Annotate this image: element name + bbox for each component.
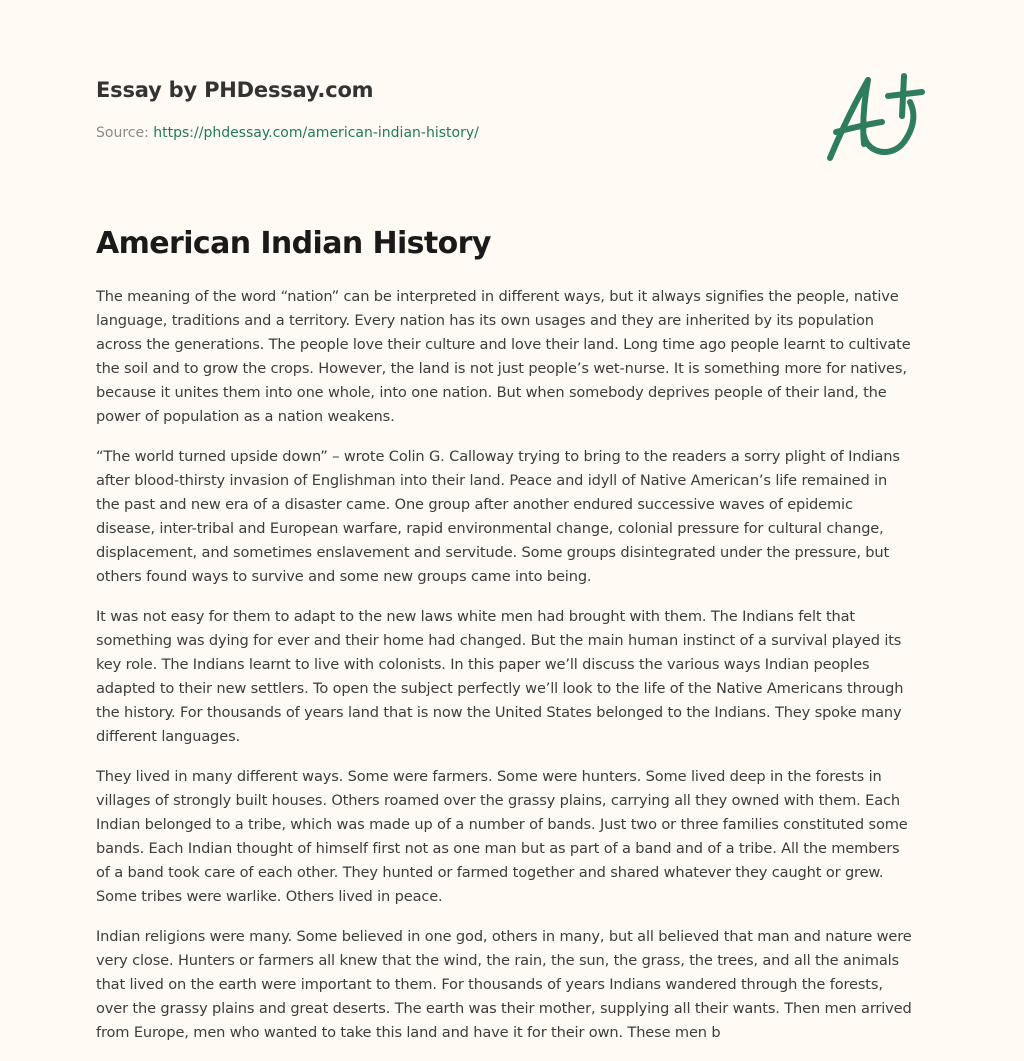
text-line: the soil and to grow the crops. However, the land is not just people’s wet-nurse. It is something more for natives, — [96, 360, 907, 377]
text-line: across the generations. The people love their culture and love their land. Long time ago people learnt to cultivate — [96, 336, 911, 353]
page-header — [96, 74, 928, 141]
text-line: others found ways to survive and some new groups came into being. — [96, 568, 592, 585]
text-line: language, traditions and a territory. Every nation has its own usages and they are inherited by its population — [96, 312, 874, 329]
article-title: American Indian History — [96, 226, 491, 261]
text-line: that lived on the earth were important to them. For thousands of years Indians wandered through the forests, — [96, 976, 883, 993]
text-line: Some tribes were warlike. Others lived in peace. — [96, 888, 443, 905]
text-line: of a band took care of each other. They hunted or farmed together and shared whatever they caught or grew. — [96, 864, 884, 881]
text-line: very close. Hunters or farmers all knew that the wind, the rain, the sun, the grass, the trees, and all the animals — [96, 952, 899, 969]
text-line: “The world turned upside down” – wrote Colin G. Calloway trying to bring to the readers a sorry plight of Indians — [96, 448, 900, 465]
source-line — [96, 124, 479, 142]
text-line: adapted to their new settlers. To open the subject perfectly we’ll look to the life of the Native Americans through — [96, 680, 904, 697]
paragraph-4 — [96, 765, 976, 909]
text-line: Indian belonged to a tribe, which was made up of a number of bands. Just two or three families constituted some — [96, 816, 908, 833]
text-line: because it unites them into one whole, into one nation. But when somebody deprives people of their land, the — [96, 384, 887, 401]
text-line: different languages. — [96, 728, 241, 745]
text-line: Indian religions were many. Some believed in one god, others in many, but all believed that man and nature were — [96, 928, 912, 945]
article-body — [96, 285, 976, 1061]
text-line: They lived in many different ways. Some were farmers. Some were hunters. Some lived deep in the forests in — [96, 768, 882, 785]
paragraph-5 — [96, 925, 976, 1045]
paragraph-3 — [96, 605, 976, 749]
text-line: key role. The Indians learnt to live with colonists. In this paper we’ll discuss the various ways Indian peoples — [96, 656, 870, 673]
text-line: bands. Each Indian thought of himself first not as one man but as part of a band and of a tribe. All the members — [96, 840, 900, 857]
text-line: the history. For thousands of years land that is now the United States belonged to the Indians. They spoke many — [96, 704, 902, 721]
text-line: villages of strongly built houses. Others roamed over the grassy plains, carrying all they owned with them. Each — [96, 792, 900, 809]
site-title: Essay by PHDessay.com — [96, 78, 374, 102]
paragraph-2 — [96, 445, 976, 589]
text-line: power of population as a nation weakens. — [96, 408, 395, 425]
source-label: Source: — [96, 125, 149, 141]
text-line: the past and new era of a disaster came. One group after another endured successive waves of epidemic — [96, 496, 853, 513]
text-line: over the grassy plains and great deserts. The earth was their mother, supplying all their wants. Then men arrived — [96, 1000, 912, 1017]
text-line: It was not easy for them to adapt to the new laws white men had brought with them. The Indians felt that — [96, 608, 856, 625]
text-line: The meaning of the word “nation” can be interpreted in different ways, but it always signifies the people, native — [96, 288, 899, 305]
text-line: after blood-thirsty invasion of Englishman into their land. Peace and idyll of Native American’s life remained in — [96, 472, 888, 489]
source-link[interactable]: https://phdessay.com/american-indian-history/ — [153, 125, 479, 141]
text-line: displacement, and sometimes enslavement and servitude. Some groups disintegrated under the pressure, but — [96, 544, 890, 561]
paragraph-1 — [96, 285, 976, 429]
text-line: disease, inter-tribal and European warfare, rapid environmental change, colonial pressure for cultural change, — [96, 520, 884, 537]
text-line: from Europe, men who wanted to take this land and have it for their own. These men b — [96, 1024, 721, 1041]
a-plus-grade-icon — [822, 66, 932, 166]
text-line: something was dying for ever and their home had changed. But the main human instinct of a survival played its — [96, 632, 902, 649]
